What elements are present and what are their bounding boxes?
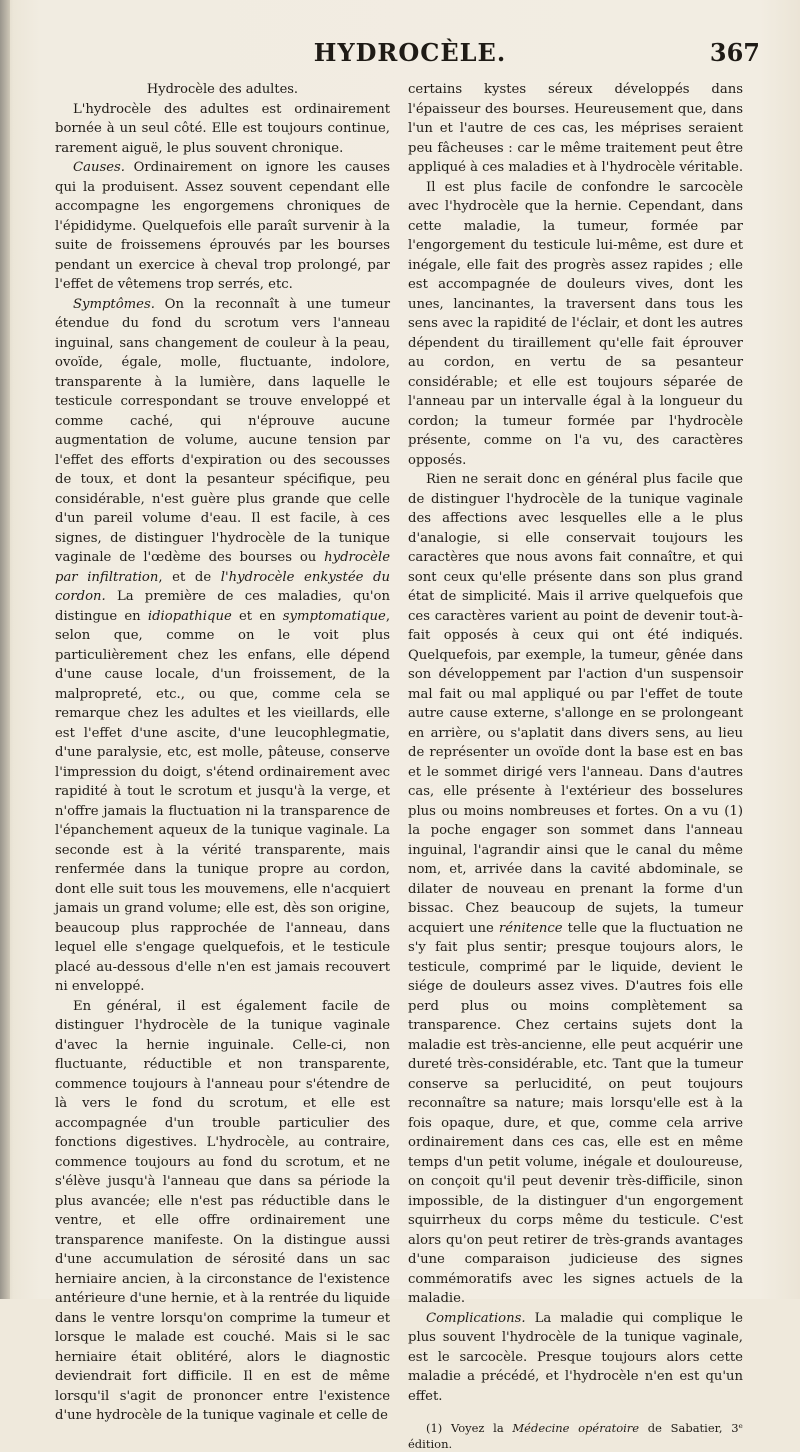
paragraph-intro: L'hydrocèle des adultes est ordinairement bornée à un seul côté. Elle est toujours continue, rarement aiguë, le plus souvent chronique. [55,101,390,156]
paragraph-complications [408,1309,743,1407]
paragraph-symptoms [55,295,390,997]
footnote-text-a: (1) Voyez la [426,1421,513,1435]
symptoms-text-d: et en [231,608,283,624]
symptoms-italic-4: symptomatique [282,608,386,624]
complications-text: La maladie qui complique le plus souvent l'hydrocèle de la tunique vaginale, est le sarcocèle. Presque toujours alors cette maladie a précédé, et l'hydrocèle n'en est qu'un effet. [408,1310,743,1404]
left-column [55,80,390,1426]
book-spine-shadow [0,0,10,1299]
paragraph-sarcocele: Il est plus facile de confondre le sarcocèle avec l'hydrocèle que la hernie. Cependant, dans cette maladie, la tumeur, formée par l'engorgement du testicule lui-même, est dure et inégale, elle fait des progrès assez rapides ; elle est accompagnée de douleurs vives, dont les unes, lancinantes, la traversent dans tous les sens avec la rapidité de l'éclair, et dont les autres dépendent du tiraillement qu'elle fait éprouver au cordon, en vertu de sa pesanteur considérable; et elle est toujours séparée de l'anneau par un intervalle égal à la longueur du cordon; la tumeur formée par l'hydrocèle présente, comme on l'a vu, des caractères opposés. [408,179,743,468]
symptoms-text-a: On la reconnaît à une tumeur étendue du fond du scrotum vers l'anneau inguinal, sans changement de couleur à la peau, ovoïde, égale, molle, fluctuante, indolore, transparente à la lumière, dans laquelle le testicule correspondant se trouve enveloppé et comme caché, qui n'éprouve aucune augmentation de volume, aucune tension par l'effet des efforts d'expiration ou des secousses de toux, et dont la pesanteur spécifique, peu considérable, n'est guère plus grande que celle d'un pareil volume d'eau. Il est facile, à ces signes, de distinguer l'hydrocèle de la tunique vaginale de l'œdème des bourses ou [55,296,390,565]
footnote-text-b: de Sabatier, 3ᵉ édition. [408,1421,743,1451]
symptoms-italic-2: l'hydrocèle enkystée du cordon. [55,569,390,604]
symptoms-text-b: , et de [158,569,221,585]
causes-text: Ordinairement on ignore les causes qui la produisent. Assez souvent cependant elle accompagne les engorgemens chroniques de l'épididyme. Quelquefois elle paraît survenir à la suite de froissemens éprouvés par les bourses pendant un exercice à cheval trop prolongé, par l'effet de vêtemens trop serrés, etc. [55,160,390,292]
symptoms-italic-3: idiopathique [147,608,232,624]
page-header [60,38,760,74]
symptoms-label: Symptômes. [73,296,155,312]
causes-label: Causes. [73,160,125,175]
paragraph-variations [408,470,743,1309]
right-column [408,80,743,1452]
paragraph-diagnosis: En général, il est également facile de distinguer l'hydrocèle de la tunique vaginale d'avec la hernie inguinale. Celle-ci, non fluctuante, réductible et non transparente, commence toujours à l'anneau pour s'étendre de là vers le fond du scrotum, et elle est accompagnée d'un trouble particulier des fonctions digestives. L'hydrocèle, au contraire, commence toujours au fond du scrotum, et ne s'élève jusqu'à l'anneau que dans sa période la plus avancée; elle n'est pas réductible dans le ventre, et elle offre ordinairement une transparence manifeste. On la distingue aussi d'une accumulation de sérosité dans un sac herniaire ancien, à la circonstance de l'existence antérieure d'une hernie, et à la rentrée du liquide dans le ventre lorsqu'on comprime la tumeur et lorsque le malade est couché. Mais si le sac herniaire était oblitéré, alors le diagnostic deviendrait fort difficile. Il en est de même lorsqu'il s'agit de prononcer entre l'existence d'une hydrocèle de la tunique vaginale et celle de [55,998,390,1423]
symptoms-text-c: La première de ces maladies, qu'on distingue en [55,589,390,624]
complications-label: Complications. [426,1310,526,1326]
page-number: 367 [709,38,760,67]
variations-text-a: Rien ne serait donc en général plus facile que de distinguer l'hydrocèle de la tunique vaginale des affections avec lesquelles elle a le plus d'analogie, si elle conservait toujours les caractères que nous avons fait connaître, et qui sont ceux qu'elle présente dans son plus grand état de simplicité. Mais il arrive quelquefois que ces caractères varient au point de devenir tout-à-fait opposés à ceux qui ont été indiqués. Quelquefois, par exemple, la tumeur, gênée dans son développement par l'action d'un suspensoir mal fait ou mal appliqué ou par l'effet de toute autre cause externe, s'allonge en se prolongeant en arrière, ou s'aplatit dans divers sens, au lieu de représenter un ovoïde dont la base est en bas et le sommet dirigé vers l'anneau. Dans d'autres cas, elle présente à l'extérieur des bosselures plus ou moins nombreuses et fortes. On a vu (1) la poche engager son sommet dans l'anneau inguinal, l'agrandir ainsi que le canal du même nom, et, arrivée dans la cavité abdominale, se dilater de nouveau en prenant la forme d'un bissac. Chez beaucoup de sujets, la tumeur acquiert une [408,472,743,936]
section-title: Hydrocèle des adultes. [146,82,299,97]
symptoms-italic-1: hydrocèle par infiltration [55,550,390,585]
paragraph-causes [55,158,390,295]
symptoms-text-e: , selon que, comme on le voit plus particulièrement chez les enfans, elle dépend d'une cause locale, d'un froissement, de la malpropreté, etc., ou que, comme cela se remarque chez les adultes et les vieillards, elle est l'effet d'une ascite, d'une leucophlegmatie, d'une paralysie, etc, est molle, pâteuse, conserve l'impression du doigt, s'étend ordinairement avec rapidité à tout le scrotum et jusqu'à la verge, et n'offre jamais la fluctuation ni la transparence de l'épanchement aqueux de la tunique vaginale. La seconde est à la vérité transparente, mais renfermée dans la tunique propre au cordon, dont elle suit tous les mouvemens, elle n'acquiert jamais un grand volume; elle est, dès son origine, beaucoup plus rapprochée de l'anneau, dans lequel elle s'engage quelquefois, et le testicule placé au-dessous d'elle n'en est jamais recouvert ni enveloppé. [55,608,391,994]
paragraph-continuation: certains kystes séreux développés dans l'épaisseur des bourses. Heureusement que, dans l'un et l'autre de ces cas, les méprises seraient peu fâcheuses : car le même traitement peut être appliqué à ces maladies et à l'hydrocèle véritable. [408,82,744,175]
variations-italic-1: rénitence [498,920,563,936]
footnote [408,1420,743,1452]
variations-text-b: telle que la fluctuation ne s'y fait plus sentir; presque toujours alors, le testicule, comprimé par le liquide, devient le siége de douleurs assez vives. D'autres fois elle perd plus ou moins complètement sa transparence. Chez certains sujets dont la maladie est très-ancienne, elle peut acquérir une dureté très-considérable, etc. Tant que la tumeur conserve sa perlucidité, on peut toujours reconnaître sa nature; mais lorsqu'elle est à la fois opaque, dure, et que, comme cela arrive ordinairement dans ces cas, elle est en même temps d'un petit volume, inégale et douloureuse, on conçoit qu'il peut devenir très-difficile, sinon impossible, de la distinguer d'un engorgement squirrheux du corps même du testicule. C'est alors qu'on peut retirer de très-grands avantages d'une comparaison judicieuse des signes commémoratifs avec les signes actuels de la maladie. [408,920,744,1306]
footnote-italic: Médecine opératoire [512,1421,640,1435]
running-title: HYDROCÈLE. [313,38,507,67]
